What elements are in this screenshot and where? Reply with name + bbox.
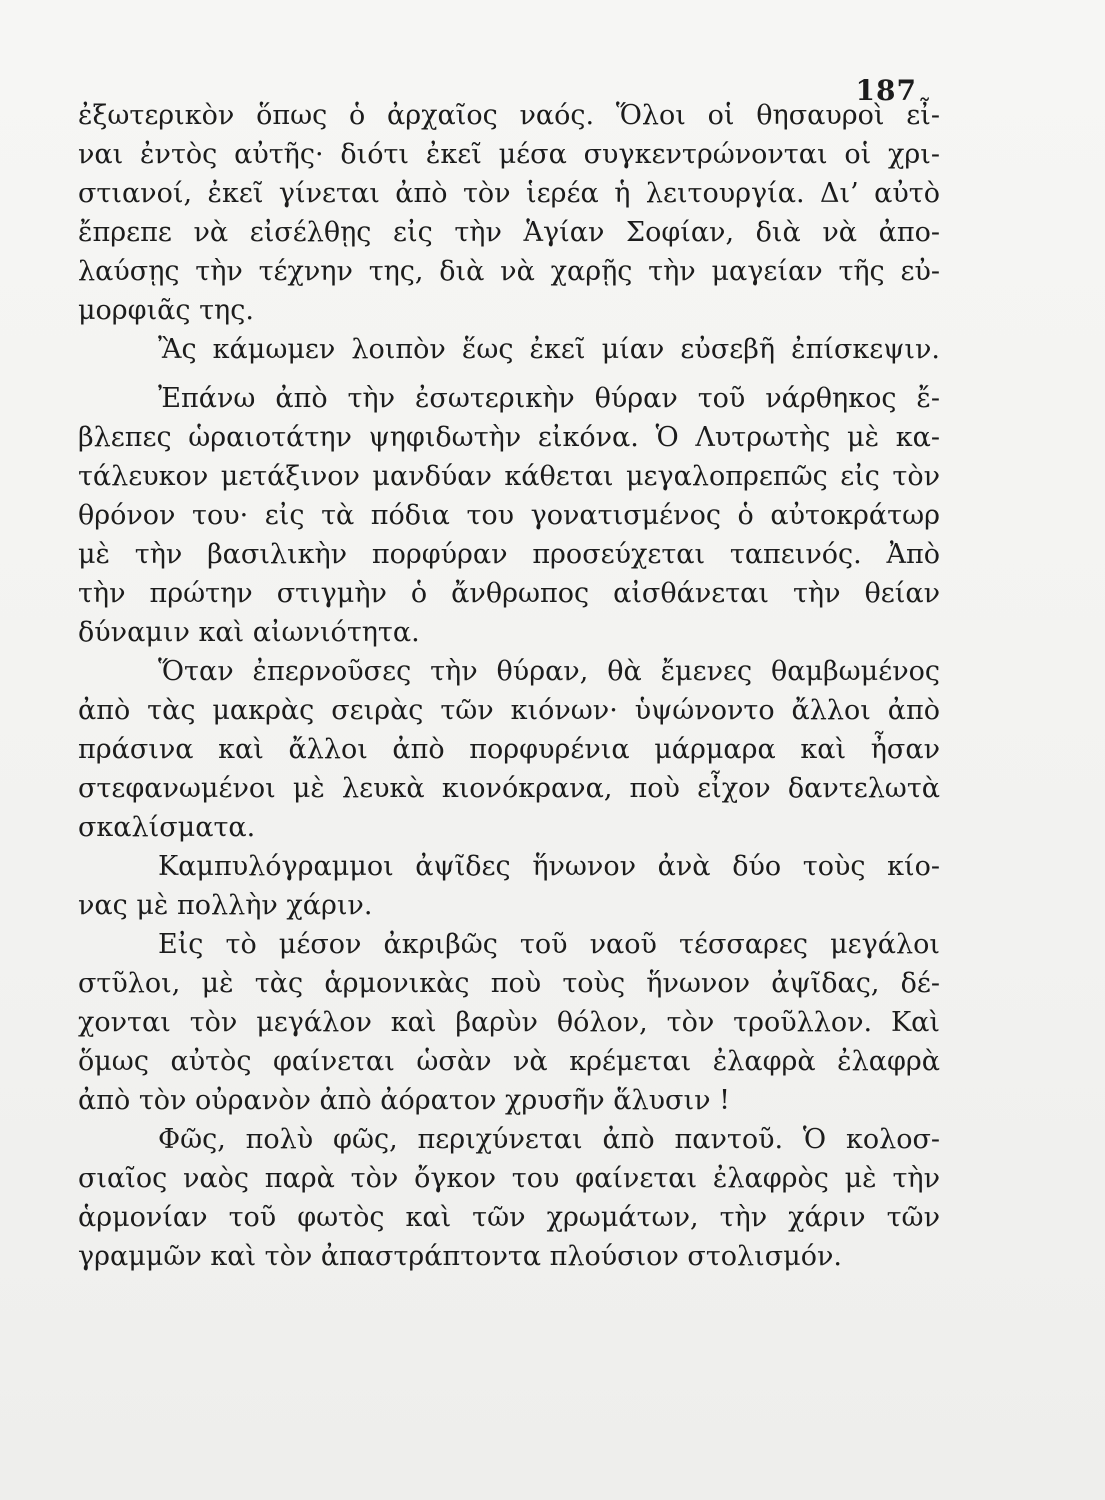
text-line: ἁρμονίαν τοῦ φωτὸς καὶ τῶν χρωμάτων, τὴν χάριν τῶν [78, 1202, 940, 1233]
text-line: Ὅταν ἐπερνοῦσες τὴν θύραν, θὰ ἔμενες θαμβωμένος [158, 656, 940, 687]
text-line: ἐξωτερικὸν ὅπως ὁ ἀρχαῖος ναός. Ὅλοι οἱ θησαυροὶ εἶ- [78, 100, 940, 131]
text-line: στῦλοι, μὲ τὰς ἁρμονικὰς ποὺ τοὺς ἥνωνον ἀψῖδας, δέ- [78, 968, 940, 999]
text-line: μὲ τὴν βασιλικὴν πορφύραν προσεύχεται ταπεινός. Ἀπὸ [78, 539, 940, 570]
text-line: σιαῖος ναὸς παρὰ τὸν ὄγκον του φαίνεται ἐλαφρὸς μὲ τὴν [78, 1163, 940, 1194]
text-line: θρόνον του· εἰς τὰ πόδια του γονατισμένος ὁ αὐτοκράτωρ [78, 500, 940, 531]
text-line: Ἐπάνω ἀπὸ τὴν ἐσωτερικὴν θύραν τοῦ νάρθηκος ἔ- [158, 383, 940, 414]
text-line: σκαλίσματα. [78, 812, 256, 843]
text-line: ἔπρεπε νὰ εἰσέλθῃς εἰς τὴν Ἁγίαν Σοφίαν, διὰ νὰ ἀπο- [78, 217, 940, 248]
text-line: Καμπυλόγραμμοι ἀψῖδες ἥνωνον ἀνὰ δύο τοὺς κίο- [158, 851, 940, 882]
text-line: γραμμῶν καὶ τὸν ἀπαστράπτοντα πλούσιον στολισμόν. [78, 1241, 842, 1272]
text-line: νας μὲ πολλὴν χάριν. [78, 890, 373, 921]
text-line: λαύσῃς τὴν τέχνην της, διὰ νὰ χαρῇς τὴν μαγείαν τῆς εὐ- [78, 256, 940, 287]
page-number: 187 [855, 74, 917, 107]
text-line: Εἰς τὸ μέσον ἀκριβῶς τοῦ ναοῦ τέσσαρες μεγάλοι [158, 929, 940, 960]
text-line: ὅμως αὐτὸς φαίνεται ὡσὰν νὰ κρέμεται ἐλαφρὰ ἐλαφρὰ [78, 1046, 940, 1077]
text-line: μορφιᾶς της. [78, 295, 254, 326]
text-line: δύναμιν καὶ αἰωνιότητα. [78, 617, 420, 648]
body-text [78, 96, 940, 1276]
text-line: Φῶς, πολὺ φῶς, περιχύνεται ἀπὸ παντοῦ. Ὁ κολοσ- [158, 1124, 940, 1155]
text-line: τὴν πρώτην στιγμὴν ὁ ἄνθρωπος αἰσθάνεται τὴν θείαν [78, 578, 940, 609]
text-line: τάλευκον μετάξινον μανδύαν κάθεται μεγαλοπρεπῶς εἰς τὸν [78, 461, 940, 492]
text-line: ἀπὸ τὸν οὐρανὸν ἀπὸ ἀόρατον χρυσῆν ἅλυσιν ! [78, 1085, 730, 1116]
text-line: Ἂς κάμωμεν λοιπὸν ἕως ἐκεῖ μίαν εὐσεβῆ ἐπίσκεψιν. [158, 334, 940, 365]
text-line: ναι ἐντὸς αὐτῆς· διότι ἐκεῖ μέσα συγκεντρώνονται οἱ χρι- [78, 139, 940, 170]
text-line: βλεπες ὡραιοτάτην ψηφιδωτὴν εἰκόνα. Ὁ Λυτρωτὴς μὲ κα- [78, 422, 940, 453]
text-line: χονται τὸν μεγάλον καὶ βαρὺν θόλον, τὸν τροῦλλον. Καὶ [78, 1007, 940, 1038]
text-line: πράσινα καὶ ἄλλοι ἀπὸ πορφυρένια μάρμαρα καὶ ἦσαν [78, 734, 940, 765]
text-line: ἀπὸ τὰς μακρὰς σειρὰς τῶν κιόνων· ὑψώνοντο ἄλλοι ἀπὸ [78, 695, 940, 726]
text-line: στιανοί, ἐκεῖ γίνεται ἀπὸ τὸν ἱερέα ἡ λειτουργία. Δι’ αὐτὸ [78, 178, 940, 209]
text-line: στεφανωμένοι μὲ λευκὰ κιονόκρανα, ποὺ εἶχον δαντελωτὰ [78, 773, 940, 804]
